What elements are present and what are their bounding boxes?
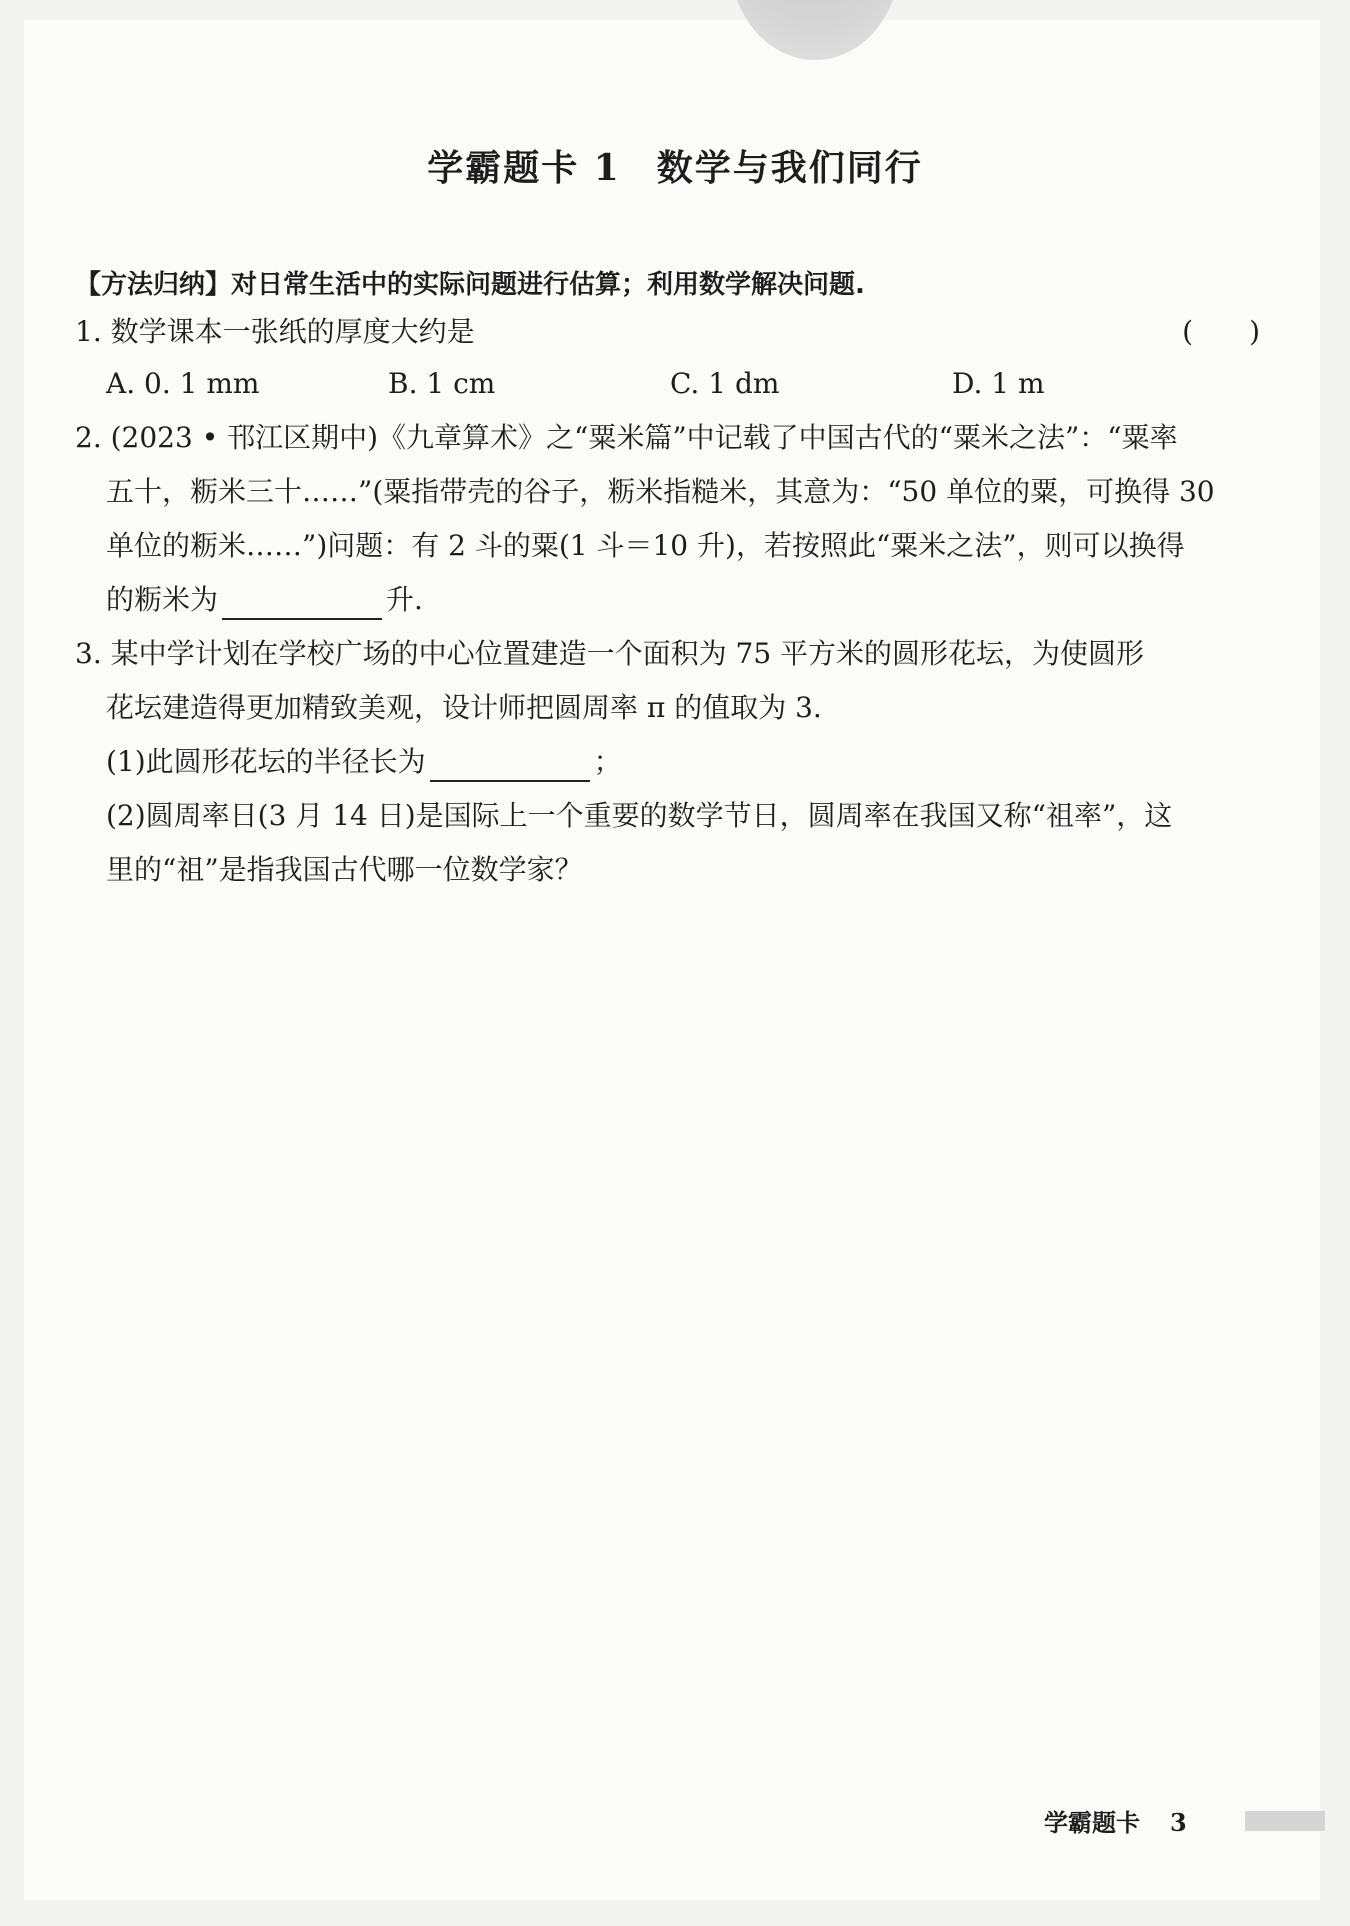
question-2-line-1: 2. (2023 • 邗江区期中)《九章算术》之“粟米篇”中记载了中国古代的“粟米之法”：“粟率 [75, 421, 1178, 454]
answer-parenthesis: ( ) [1182, 315, 1260, 348]
question-2-text: 的粝米为 [106, 583, 219, 616]
question-3-line-1: 3. 某中学计划在学校广场的中心位置建造一个面积为 75 平方米的圆形花坛，为使圆形 [75, 637, 1145, 670]
page-number: 3 [1170, 1808, 1187, 1837]
sub-question-1-end: ； [593, 745, 622, 778]
option-b: B. 1 cm [388, 367, 496, 400]
title-topic: 数学与我们同行 [656, 147, 923, 189]
answer-blank[interactable] [222, 588, 382, 620]
sub-question-1-text: (1)此圆形花坛的半径长为 [106, 745, 426, 778]
question-1-stem: 1. 数学课本一张纸的厚度大约是 [75, 315, 475, 348]
footer-label: 学霸题卡 [1044, 1809, 1140, 1837]
method-summary: 【方法归纳】对日常生活中的实际问题进行估算；利用数学解决问题. [75, 270, 865, 300]
footer-bar [1245, 1811, 1325, 1831]
question-3-sub-2-line-1: (2)圆周率日(3 月 14 日)是国际上一个重要的数学节日，圆周率在我国又称“祖率”，这 [106, 799, 1173, 832]
question-2-line-2: 五十，粝米三十……”(粟指带壳的谷子，粝米指糙米，其意为：“50 单位的粟，可换得 30 [106, 475, 1215, 508]
answer-blank[interactable] [430, 750, 590, 782]
question-3-sub-2-line-2: 里的“祖”是指我国古代哪一位数学家？ [106, 853, 583, 886]
question-1 [75, 312, 1260, 352]
page-title [0, 140, 1350, 191]
question-2-line-4 [106, 580, 1261, 620]
question-3-sub-1 [106, 742, 1261, 782]
question-2-line-3: 单位的粝米……”)问题：有 2 斗的粟(1 斗＝10 升)，若按照此“粟米之法”，则可以换得 [106, 529, 1185, 562]
option-d: D. 1 m [952, 367, 1045, 400]
question-3-line-2: 花坛建造得更加精致美观，设计师把圆周率 π 的值取为 3. [106, 691, 822, 724]
option-c: C. 1 dm [670, 367, 780, 400]
question-2-unit: 升. [386, 583, 423, 616]
page-footer [1044, 1803, 1187, 1838]
option-a: A. 0. 1 mm [106, 367, 260, 400]
title-card-label: 学霸题卡 1 [427, 147, 621, 189]
